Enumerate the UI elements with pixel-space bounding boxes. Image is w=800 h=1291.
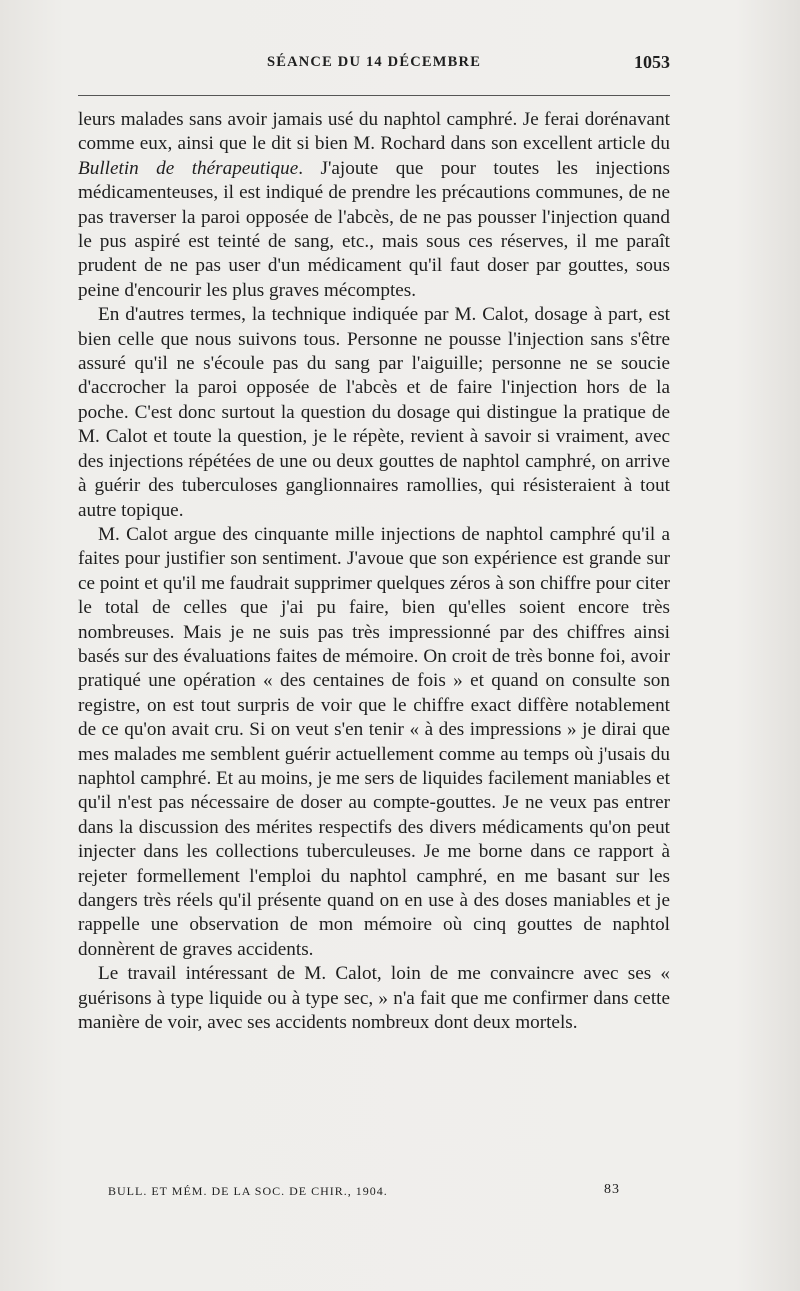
paragraph-1-text-end: . J'ajoute que pour toutes les injections médicamenteuses, il est indiqué de prendre les précautions communes, de ne pas traverser la paroi opposée de l'abcès, de ne pas pousser l'injection quand le pus aspiré est teinté de sang, etc., mais sous ces réserves, il me paraît prudent de ne pas user d'un médicament qu'il faut doser par gouttes, sous peine d'encourir les plus graves mécomptes.	[78, 157, 670, 301]
journal-title-italic: Bulletin de thérapeutique	[78, 157, 299, 179]
header-rule	[78, 95, 670, 96]
running-title: SÉANCE DU 14 DÉCEMBRE	[266, 54, 482, 70]
body-text	[78, 108, 670, 1035]
page-footer	[108, 1182, 620, 1204]
publication-line: BULL. ET MÉM. DE LA SOC. DE CHIR., 1904.	[108, 1184, 388, 1198]
paragraph-1-text-start: leurs malades sans avoir jamais usé du naphtol camphré. Je ferai dorénavant comme eux, ainsi que le dit si bien M. Rochard dans son excellent article du	[78, 109, 670, 155]
page-number: 1053	[634, 52, 670, 72]
paragraph-3: M. Calot argue des cinquante mille injections de naphtol camphré qu'il a faites pour justifier son sentiment. J'avoue que son expérience est grande sur ce point et qu'il me faudrait supprimer quelques zéros à son chiffre pour citer le total de celles que j'ai pu faire, bien qu'elles soient encore très nombreuses. Mais je ne suis pas très impressionné par des chiffres ainsi basés sur des évaluations faites de mémoire. On croit de très bonne foi, avoir pratiqué une opération « des centaines de fois » et quand on consulte son registre, on est tout surpris de voir que le chiffre exact diffère notablement de ce qu'on avait cru. Si on veut s'en tenir « à des impressions » je dirai que mes malades me semblent guérir actuellement comme au temps où j'usais du naphtol camphré. Et au moins, je me sers de liquides facilement maniables et qu'il n'est pas nécessaire de doser au compte-gouttes. Je ne veux pas entrer dans la discussion des mérites respectifs des divers médicaments qu'on peut injecter dans les collections tuberculeuses. Je me borne dans ce rapport à rejeter formellement l'emploi du naphtol camphré, en me basant sur les dangers très réels qu'il présente quand on en use à des doses maniables et je rappelle une observation de mon mémoire où cinq gouttes de naphtol donnèrent de graves accidents.	[78, 523, 670, 960]
running-head	[78, 54, 670, 84]
signature-mark: 83	[604, 1182, 620, 1197]
paragraph-4: Le travail intéressant de M. Calot, loin de me convaincre avec ses « guérisons à type liquide ou à type sec, » n'a fait que me confirmer dans cette manière de voir, avec ses accidents nombreux dont deux mortels.	[78, 963, 670, 1034]
paragraph-1	[78, 108, 670, 303]
paragraph-2: En d'autres termes, la technique indiquée par M. Calot, dosage à part, est bien celle que nous suivons tous. Personne ne pousse l'injection sans s'être assuré qu'il ne s'écoule pas du sang par l'aiguille; personne ne se soucie d'accrocher la paroi opposée de l'abcès et de faire l'injection hors de la poche. C'est donc surtout la question du dosage qui distingue la pratique de M. Calot et toute la question, je le répète, revient à savoir si vraiment, avec des injections répétées de une ou deux gouttes de naphtol camphré, on arrive à guérir des tuberculoses ganglionnaires ramollies, qui résisteraient à tout autre topique.	[78, 304, 670, 521]
